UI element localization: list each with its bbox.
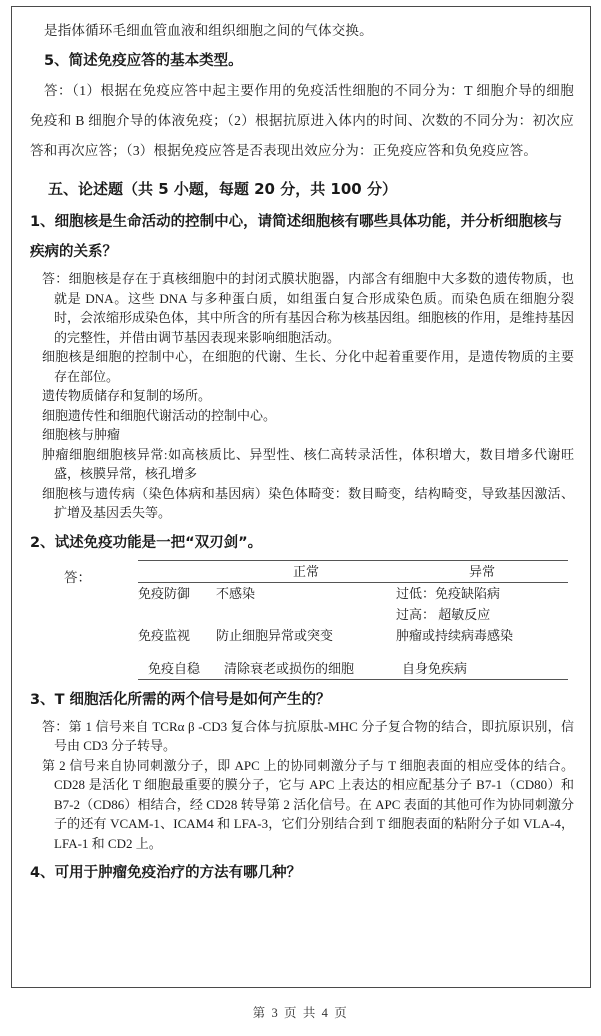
answer-line: 答：第 1 信号来自 TCRα β -CD3 复合体与抗原肽-MHC 分子复合物的结合，即抗原识别，信号由 CD3 分子转导。 [42,718,574,753]
cell-abnormal-second: 过高： 超敏反应 [396,606,491,622]
cell-normal: 不感染 [216,585,256,601]
cell-function: 免疫自稳 [148,660,201,676]
column-header-blank [138,560,216,582]
question-5-answer: 答：（1）根据在免疫应答中起主要作用的免疫活性细胞的不同分为：T 细胞介导的细胞免疫和 B 细胞介导的体液免疫；（2）根据抗原进入体内的时间、次数的不同分为：初次应答和再次应答；（3）根据免疫应答是否表现出效应分为：正免疫应答和负免疫应答。 [30,83,574,158]
cell-empty [216,604,396,625]
table-row [138,658,568,680]
cell-empty [138,604,216,625]
answer-line: 第 2 信号来自协同刺激分子，即 APC 上的协同刺激分子与 T 细胞表面的相应受体的结合。CD28 是活化 T 细胞最重要的膜分子，它与 APC 上表达的相应配基分子 B7-1（CD80）和 B7-2（CD86）相结合，经 CD28 转导第 2 活化信号。在 APC 表面的其他可作为协同刺激分子的还有 VCAM-1、ICAM4 和 LFA-3，它们分别结合到 T 细胞表面的粘附分子如 VLA-4，LFA-1 和 CD2 上。 [42,757,574,851]
column-header-normal: 正常 [292,563,319,579]
answer-line: 遗传物质储存和复制的场所。 [42,388,212,403]
lead-paragraph: 是指体循环毛细血管血液和组织细胞之间的气体交换。 [44,23,373,38]
cell-abnormal: 肿瘤或持续病毒感染 [396,627,514,643]
question-3-answer [30,717,574,854]
immune-function-table-wrap [30,560,574,680]
table-header-row [138,560,568,582]
answer-line: 细胞核与遗传病（染色体病和基因病）染色体畸变：数目畸变，结构畸变，导致基因激活、扩增及基因丢失等。 [42,485,574,520]
page-border [11,6,591,988]
question-5-heading: 5、简述免疫应答的基本类型。 [44,53,243,69]
answer-line: 细胞核是细胞的控制中心，在细胞的代谢、生长、分化中起着重要作用，是遗传物质的主要存在部位。 [42,349,574,384]
answer-line: 细胞核与肿瘤 [42,427,121,442]
table-row-continued [138,604,568,625]
table-spacer-row [138,646,568,658]
cell-function: 免疫防御 [138,585,191,601]
question-2-heading: 2、试述免疫功能是一把“双刃剑”。 [30,534,263,551]
cell-normal: 清除衰老或损伤的细胞 [224,660,355,676]
cell-normal: 防止细胞异常或突变 [216,627,334,643]
question-1-heading: 1、细胞核是生命活动的控制中心，请简述细胞核有哪些具体功能，并分析细胞核与疾病的关系？ [30,214,563,260]
question-3-heading: 3、T 细胞活化所需的两个信号是如何产生的？ [30,691,331,708]
cell-abnormal: 自身免疾病 [402,660,468,676]
column-header-abnormal: 异常 [468,563,495,579]
answer-line: 肿瘤细胞细胞核异常:如高核质比、异型性、核仁高转录活性，体积增大，数目增多代谢旺盛，核膜异常，核孔增多 [42,446,574,481]
table-row [138,582,568,604]
page-content [12,7,590,888]
question-4-heading: 4、可用于肿瘤免疫治疗的方法有哪几种？ [30,865,302,881]
cell-function: 免疫监视 [138,627,191,643]
immune-function-table [138,560,568,680]
question-1-answer [30,269,574,523]
answer-label: 答： [64,569,91,585]
cell-abnormal: 过低：免疫缺陷病 [396,585,501,601]
section-five-heading: 五、论述题（共 5 小题，每题 20 分，共 100 分） [48,180,397,198]
table-bottom-rule [138,679,568,680]
answer-line: 答：细胞核是存在于真核细胞中的封闭式膜状胞器，内部含有细胞中大多数的遗传物质，也就是 DNA。这些 DNA 与多种蛋白质，如组蛋白复合形成染色质。而染色质在细胞分裂时，会浓缩形成染色体，其中所含的所有基因合称为核基因组。细胞核的作用，是维持基因的完整性，并借由调节基因表现来影响细胞活动。 [42,271,575,345]
page-footer: 第 3 页 共 4 页 [252,1006,349,1020]
answer-line: 细胞遗传性和细胞代谢活动的控制中心。 [42,407,277,423]
table-row [138,625,568,646]
